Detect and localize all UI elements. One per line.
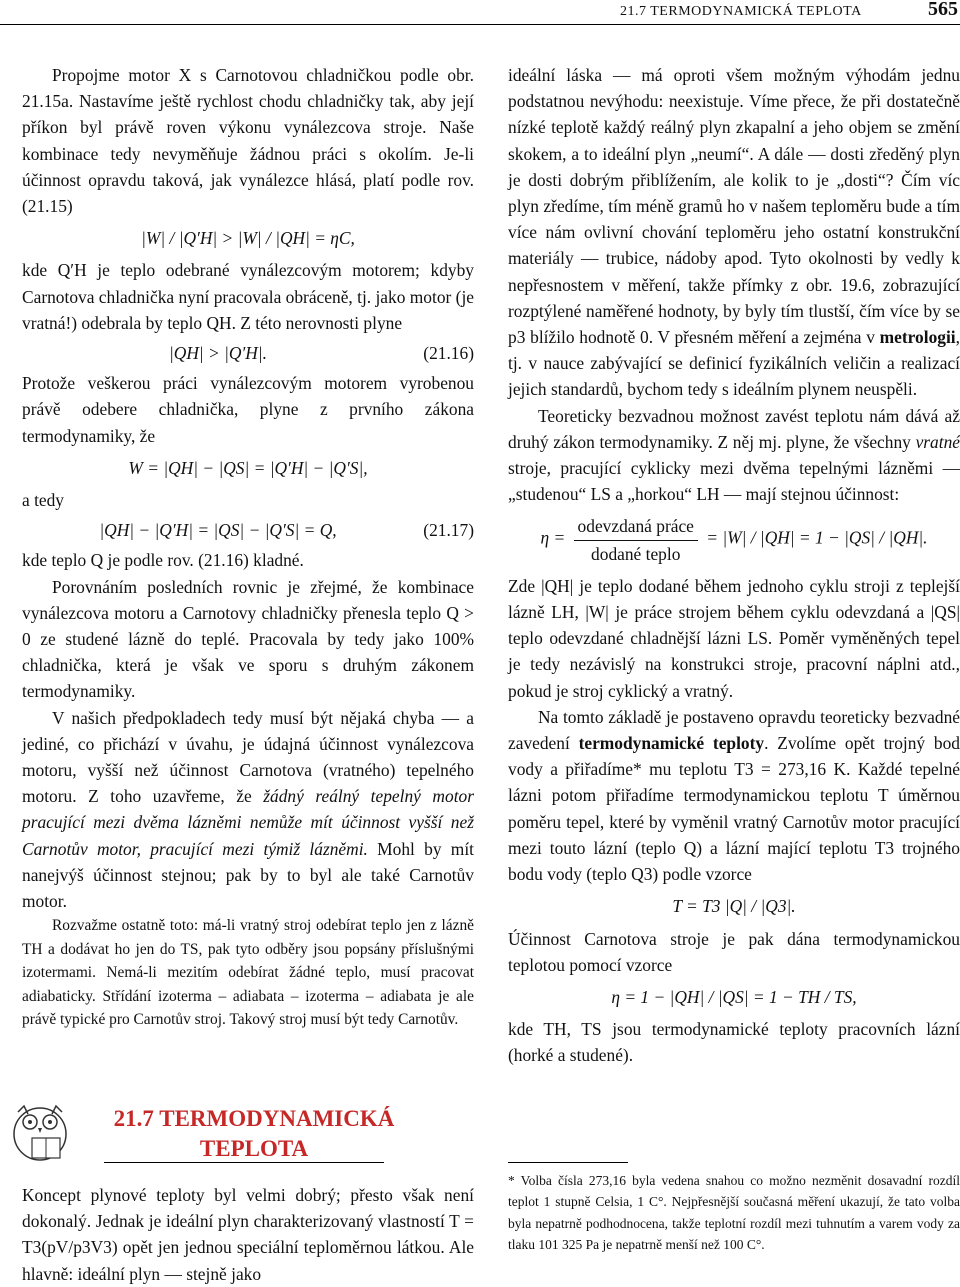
section-heading-line: TEPLOTA — [199, 1136, 309, 1161]
paragraph: Účinnost Carnotova stroje je pak dána termodynamickou teplotou pomocí vzorce — [508, 928, 960, 975]
equation: |W| / |Q′H| > |W| / |QH| = ηC, — [141, 228, 355, 249]
text: Na tomto základě je postaveno opravdu teoreticky bezvadné zavedení — [508, 706, 960, 754]
paragraph — [508, 704, 960, 887]
text: stroje, pracující cyklicky mezi dvěma tepelnými lázněmi — „studenou“ LS a „horkou“ LH — mají stejnou účinnost: — [508, 458, 960, 505]
equation: η = 1 − |QH| / |QS| = 1 − TH / TS, — [611, 986, 857, 1007]
emphasis-text: žádný reálný tepelný motor pracující mezi dvěma lázněmi nemůže mít účinnost vyšší než Carnotův motor, pracující mezi týmiž lázněmi. — [22, 786, 474, 859]
paragraph — [22, 705, 474, 915]
text-a-tedy: a tedy — [22, 490, 65, 511]
paragraph: Porovnáním posledních rovnic je zřejmé, že kombinace vynálezcova motoru a Carnotovy chladničky přenesla teplo Q > 0 ze studené lázně do teplé. Pracovala by tedy jako 100% chladnička, která je však ve sporu s druhým zákonem termodynamiky. — [22, 576, 474, 702]
equation-number: (21.17) — [423, 520, 474, 541]
fraction-numerator: odevzdaná práce — [574, 513, 698, 540]
paragraph — [508, 62, 960, 403]
equation-part: η = — [540, 528, 566, 549]
bold-term: termodynamické teploty — [578, 733, 765, 754]
fraction-denominator: dodané teplo — [591, 543, 681, 564]
text: , tj. v nauce zabývající se definicí fyzikálních veličin a realizací jejich standardů, bychom tedy s ideálním plynem neuspěli. — [508, 327, 960, 400]
paragraph — [508, 403, 960, 508]
section-heading — [104, 1104, 404, 1164]
paragraph: Propojme motor X s Carnotovou chladničkou podle obr. 21.15a. Nastavíme ještě rychlost chodu chladničky tak, aby její příkon byl právě roven výkonu vynálezcova stroje. Naše kombinace tedy nevyměňuje žádnou práci s okolím. Je-li účinnost opravdu taková, jak vynálezce hlásá, platí podle rov. (21.15) — [22, 65, 474, 217]
page-number: 565 — [928, 0, 958, 20]
running-title: 21.7 TERMODYNAMICKÁ TEPLOTA — [620, 4, 862, 19]
paragraph: kde TH, TS jsou termodynamické teploty pracovních lázní (horké a studené). — [508, 1019, 960, 1066]
text: V našich předpokladech tedy musí být nějaká chyba — a jediné, co přichází v úvahu, je údajná účinnost vynálezcova motoru, vyšší než účinnost Carnotova (vratného) tepelného motoru. Z toho uzavřeme, že — [22, 707, 474, 807]
small-paragraph: Rozvažme ostatně toto: má-li vratný stroj odebírat teplo jen z lázně TH a dodávat ho jen do TS, pak tyto odběry jsou popsány příslušnými izotermami. Nemá-li mezitím odebírat žádné teplo, musí pracovat adiabaticky. Střídání izoterma – adiabata – izoterma – adiabata je ale právě typické pro Carnotův stroj. Takový stroj musí být tedy Carnotův. — [22, 917, 474, 1029]
left-column — [22, 62, 474, 1032]
equation: W = |QH| − |QS| = |Q′H| − |Q′S|, — [128, 457, 368, 478]
equation-part: = |W| / |QH| = 1 − |QS| / |QH|. — [706, 528, 928, 549]
equation-row — [22, 340, 474, 366]
paragraph: Zde |QH| je teplo dodané během jednoho cyklu stroji z teplejší lázně LH, |W| je práce strojem během cyklu odevzdaná a |QS| teplo odevzdané chladnější lázni LS. Poměr vyměněných tepel je tedy nezávislý na konstrukci stroje, pracovní náplni atd., pokud je stroj cyklický a vratný. — [508, 575, 960, 701]
emphasis-text: vratné — [915, 431, 960, 452]
text: . Zvolíme opět trojný bod vody a přiřadíme* mu teplotu T3 = 273,16 K. Každé tepelné lázni potom přiřadíme termodynamickou teplotu T úměrnou poměru tepel, které by vyměnil vratný Carnotův motor pracující mezi touto lázní (teplo Q) a lázní mající teplotu T3 trojného bodu vody (teplo Q3) podle vzorce — [508, 733, 960, 885]
bold-term: metrologii — [879, 327, 956, 348]
text: Teoreticky bezvadnou možnost zavést teplotu nám dává až druhý zákon termodynamiky. Z něj mj. plyne, že všechny — [508, 405, 960, 452]
fraction — [574, 513, 698, 566]
paragraph: kde teplo Q je podle rov. (21.16) kladné. — [22, 550, 304, 571]
page-header — [0, 0, 960, 25]
section-heading-line: 21.7 TERMODYNAMICKÁ — [113, 1106, 395, 1131]
owl-reading-icon — [2, 1098, 80, 1164]
text: ideální láska — má oproti všem možným výhodám jednu podstatnou nevýhodu: neexistuje. Víme přece, že při dostatečně nízké teplotě každý reálný plyn zkapalní a jeho objem se změní skokem, a to ideální plyn „neumí“. A dále — dosti zředěný plyn je dosti dobrým přiblížením, ale kolik to je „dosti“? Čím víc plyn zředíme, tím méně gramů ho v našem teploměru bude a tím více nám ovlivní chování teploměru jeho ostatní konstrukční materiály — trubice, nádoby apod. Tyto okolnosti by vedly k nepřesnostem v měření, takže přímky z obr. 19.6, zobrazující rozptýlené naměřené hodnoty, by byly tím tlustší, čím více by se p3 blížilo hodnotě 0. V přesném měření a zejména v — [508, 65, 960, 348]
footnote: * Volba čísla 273,16 byla vedena snahou co možno nezměnit dosavadní rozdíl teplot 1 stupně Celsia, 1 C°. Nejpřesnější současná měření ukazují, že tato volba byla nepatrně podhodnocena, takže teplotní rozdíl mezi tuhnutím a varem vody za tlaku 101 325 Pa je nepatrně menší než 100 C°. — [508, 1173, 960, 1253]
paragraph: kde Q′H je teplo odebrané vynálezcovým motorem; kdyby Carnotova chladnička nyní pracovala obráceně, tj. jako motor (je vratná!) odebrala by teplo QH. Z této nerovnosti plyne — [22, 260, 474, 333]
right-column — [508, 62, 960, 1069]
footnote-rule — [508, 1162, 628, 1163]
paragraph: Protože veškerou práci vynálezcovým motorem vyrobenou právě odebere chladnička, plyne z prvního zákona termodynamiky, že — [22, 373, 474, 446]
equation: |QH| − |Q′H| = |QS| − |Q′S| = Q, — [99, 520, 337, 541]
section-rule — [104, 1162, 384, 1163]
equation: |QH| > |Q′H|. — [169, 343, 267, 364]
section-paragraph: Koncept plynové teploty byl velmi dobrý; přesto však není dokonalý. Jednak je ideální plyn charakterizovaný vlastností T = T3(pV/p3V3) opět jen jednou speciální teploměrnou látkou. Ale hlavně: ideální plyn — stejně jako — [22, 1185, 474, 1284]
equation-number: (21.16) — [423, 343, 474, 364]
equation: T = T3 |Q| / |Q3|. — [672, 896, 796, 917]
equation — [508, 513, 960, 566]
equation-row — [22, 517, 474, 543]
text: Mohl by mít nanejvýš účinnost stejnou; pak by to byl ale také Carnotův motor. — [22, 838, 474, 912]
